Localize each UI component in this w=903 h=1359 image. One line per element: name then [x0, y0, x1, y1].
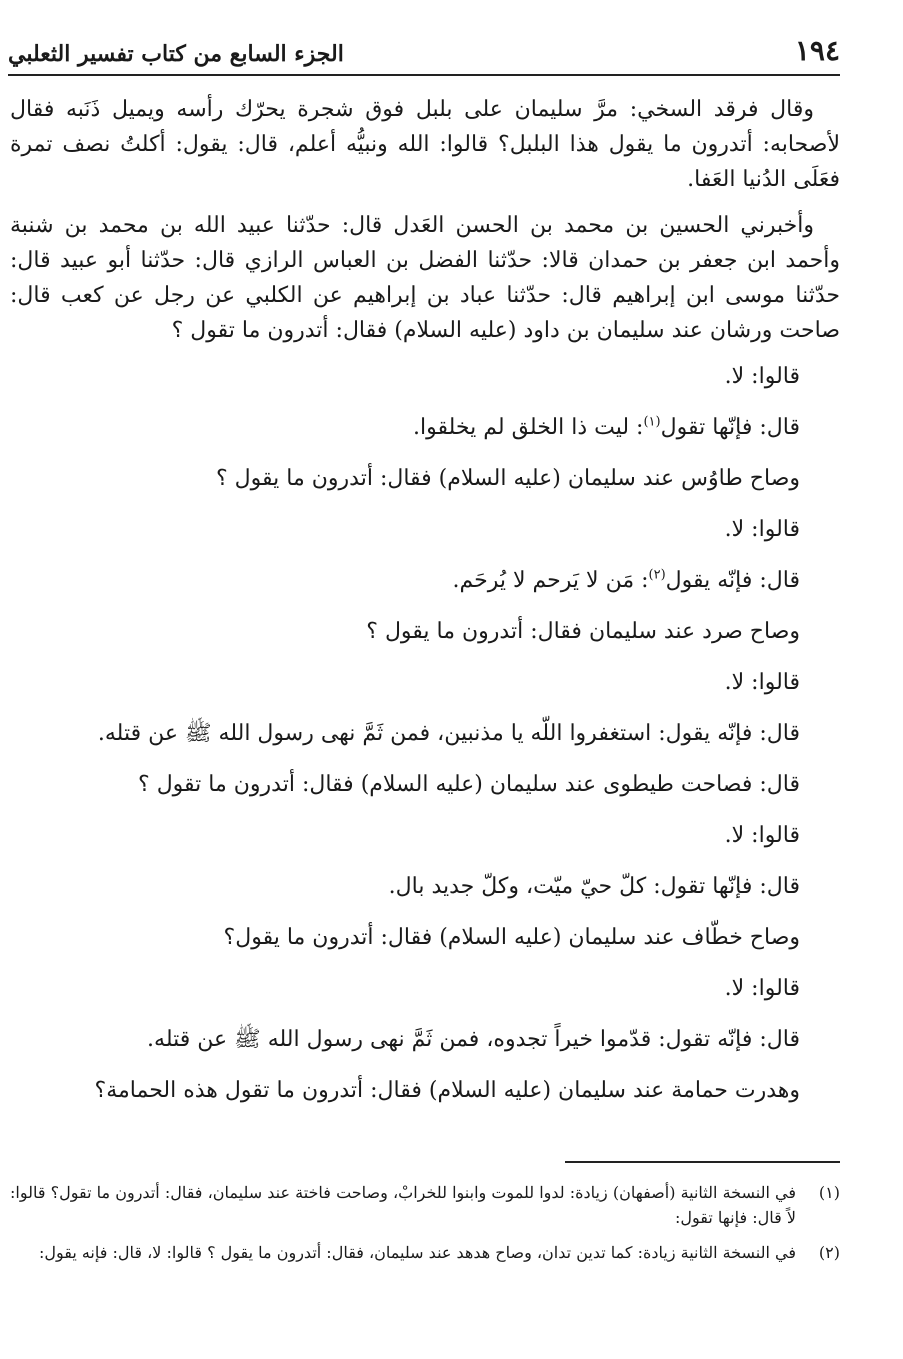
footnote-divider — [565, 1161, 840, 1163]
footnote — [10, 1240, 840, 1265]
text-line: قال: فإنّها تقول: كلّ حيّ ميّت، وكلّ جديد بال. — [388, 874, 800, 899]
text-line: قالوا: لا. — [724, 364, 800, 389]
text-line: قال: فإنّه يقول: استغفروا اللّه يا مذنبين، فمن ثَمَّ نهى رسول الله ﷺ عن قتله. — [97, 721, 800, 746]
paragraph-isnad: وأخبرني الحسين بن محمد بن الحسن العَدل قال: حدّثنا عبيد الله بن محمد بن شنبة وأحمد ابن جعفر بن حمدان قالا: حدّثنا الفضل بن العباس الرازي قال: حدّثنا أبو عبيد قال: حدّثنا موسى ابن إبراهيم قال: حدّثنا عباد بن إبراهيم عن الكلبي عن رجل عن كعب قال: صاحت ورشان عند سليمان بن داود (عليه السلام) فقال: أتدرون ما تقول ؟ — [10, 213, 840, 343]
text-line: قال: فصاحت طيطوى عند سليمان (عليه السلام) فقال: أتدرون ما تقول ؟ — [138, 772, 800, 797]
footnote-reference: (٢) — [648, 567, 666, 583]
text-line: وهدرت حمامة عند سليمان (عليه السلام) فقال: أتدرون ما تقول هذه الحمامة؟ — [94, 1078, 800, 1103]
text-line: قال: فإنّه تقول: قدّموا خيراً تجدوه، فمن ثَمَّ نهى رسول الله ﷺ عن قتله. — [147, 1027, 800, 1052]
text-line: قالوا: لا. — [724, 976, 800, 1001]
text-line: وصاح خطّاف عند سليمان (عليه السلام) فقال: أتدرون ما يقول؟ — [223, 925, 800, 950]
text-segment: : ليت ذا الخلق لم يخلقوا. — [413, 415, 644, 440]
text-segment: : مَن لا يَرحم لا يُرحَم. — [452, 568, 649, 593]
footnote — [10, 1180, 840, 1230]
text-line — [10, 410, 840, 445]
text-line — [10, 563, 840, 598]
text-line: وصاح طاوُس عند سليمان (عليه السلام) فقال: أتدرون ما يقول ؟ — [216, 466, 800, 491]
text-line: قالوا: لا. — [724, 517, 800, 542]
text-line: وصاح صرد عند سليمان فقال: أتدرون ما يقول ؟ — [366, 619, 800, 644]
running-title: الجزء السابع من كتاب تفسير الثعلبي — [8, 41, 344, 67]
footnotes — [10, 1180, 840, 1275]
footnote-reference: (١) — [643, 414, 661, 430]
footnote-text: في النسخة الثانية زيادة: كما تدين تدان، وصاح هدهد عند سليمان، فقال: أتدرون ما يقول ؟ قالوا: لا، قال: فإنه يقول: — [38, 1243, 796, 1262]
text-segment: قال: فإنّها تقول — [660, 415, 800, 440]
page-number: ١٩٤ — [794, 34, 840, 67]
footnote-text: في النسخة الثانية (أصفهان) زيادة: لدوا للموت وابنوا للخرابْ، وصاحت فاختة عند سليمان، فقال: أتدرون ما تقول؟ قالوا: لاً قال: فإنها تقول: — [10, 1183, 796, 1227]
paragraph-nightingale: وقال فرقد السخي: مرَّ سليمان على بلبل فوق شجرة يحرّك رأسه ويميل ذَنَبه فقال لأصحابه: أتدرون ما يقول هذا البلبل؟ قالوا: الله ونبيُّه أعلم، قال: يقول: أكلتُ نصف تمرة فعَلَى الدُنيا العَفا. — [10, 97, 840, 192]
text-line: قالوا: لا. — [724, 823, 800, 848]
page-header — [8, 30, 840, 76]
main-text — [10, 92, 840, 1124]
text-segment: قال: فإنّه يقول — [665, 568, 800, 593]
footnote-number: (١) — [818, 1183, 840, 1202]
text-line: قالوا: لا. — [724, 670, 800, 695]
footnote-number: (٢) — [818, 1243, 840, 1262]
